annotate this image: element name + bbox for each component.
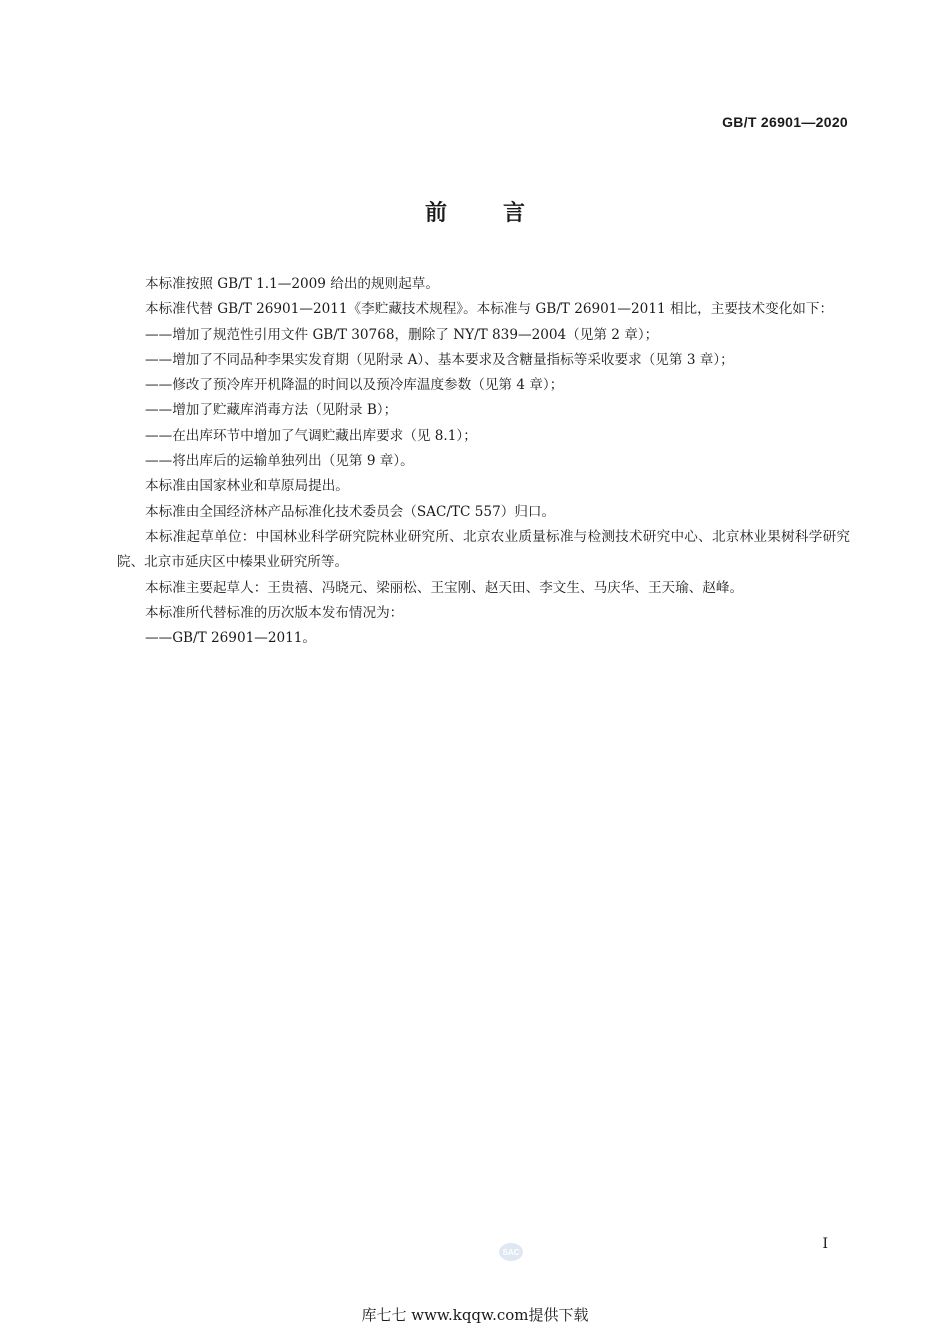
paragraph: 本标准按照 GB/T 1.1—2009 给出的规则起草。 [145,276,439,292]
paragraph: 本标准代替 GB/T 26901—2011《李贮藏技术规程》。本标准与 GB/T 26901—2011 相比，主要技术变化如下： [145,301,834,318]
list-item: ——增加了规范性引用文件 GB/T 30768，删除了 NY/T 839—2004（见第 2 章）； [145,326,659,343]
list-item: ——修改了预冷库开机降温的时间以及预冷库温度参数（见第 4 章）； [145,377,564,394]
page-title: 前言 [424,201,581,226]
list-item: ——增加了不同品种李果实发育期（见附录 A）、基本要求及含糖量指标等采收要求（见第 3 章）； [145,351,734,368]
standard-code: GB/T 26901—2020 [722,114,848,130]
list-item: ——将出库后的运输单独列出（见第 9 章）。 [145,453,414,470]
sac-logo-text: SAC [502,1248,520,1257]
paragraph: 本标准所代替标准的历次版本发布情况为： [145,604,404,621]
paragraph: 本标准主要起草人：王贵禧、冯晓元、梁丽松、王宝刚、赵天田、李文生、马庆华、王天瑜、赵峰。 [145,579,744,596]
list-item: ——GB/T 26901—2011。 [145,630,317,647]
footer-download-note: 库七七 www.kqqw.com提供下载 [361,1306,589,1324]
paragraph: 本标准由国家林业和草原局提出。 [145,478,349,495]
list-item: ——在出库环节中增加了气调贮藏出库要求（见 8.1）； [145,427,477,444]
paragraph: 本标准起草单位：中国林业科学研究院林业研究所、北京农业质量标准与检测技术研究中心、北京林业果树科学研究院、北京市延庆区中榛果业研究所等。 [117,528,850,571]
paragraph: 本标准由全国经济林产品标准化技术委员会（SAC/TC 557）归口。 [145,503,556,520]
sac-logo-icon [498,1242,524,1262]
list-item: ——增加了贮藏库消毒方法（见附录 B）； [145,402,398,419]
page-number: I [822,1236,828,1252]
document-body [117,272,850,651]
